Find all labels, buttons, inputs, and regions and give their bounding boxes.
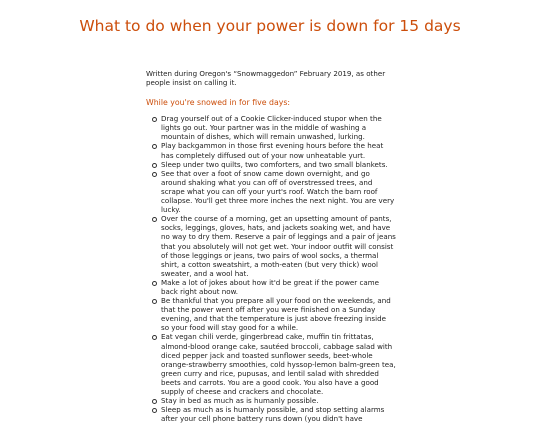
list-item: Sleep under two quilts, two comforters, and two small blankets. xyxy=(161,160,396,169)
article-body xyxy=(146,69,396,423)
section-heading: While you're snowed in for five days: xyxy=(146,98,291,108)
list-item: Eat vegan chili verde, gingerbread cake, muffin tin frittatas, almond-blood orange cake, sautéed broccoli, cabbage salad with diced pepper jack and toasted sunflower seeds, beet-whole orange-strawberry smoothies, cold hyssop-lemon balm-green tea, green curry and rice, pupusas, and lentil salad with shredded beets and carrots. You are a good cook. You also have a good supply of cheese and crackers and chocolate. xyxy=(161,332,396,396)
intro-paragraph: Written during Oregon's “Snowmaggedon” February 2019, as other people insist on calling it. xyxy=(146,69,386,88)
list-item: Drag yourself out of a Cookie Clicker-induced stupor when the lights go out. Your partner was in the middle of washing a mountain of dishes, which will remain unwashed, lurking. xyxy=(161,114,396,141)
list-item: Be thankful that you prepare all your food on the weekends, and that the power went off after you were finished on a Sunday evening, and that the temperature is just above freezing inside so your food will stay good for a while. xyxy=(161,296,396,332)
tips-list xyxy=(146,114,396,423)
list-item: Play backgammon in those first evening hours before the heat has completely diffused out of your now unheatable yurt. xyxy=(161,141,396,159)
list-item: Make a lot of jokes about how it'd be great if the power came back right about now. xyxy=(161,278,396,296)
page-title: What to do when your power is down for 15 days xyxy=(79,17,461,35)
list-item: Sleep as much as is humanly possible, and stop setting alarms after your cell phone battery runs down (you didn't have xyxy=(161,405,396,423)
list-item: See that over a foot of snow came down overnight, and go around shaking what you can off of overstressed trees, and scrape what you can off your yurt's roof. Watch the barn roof collapse. You'll get three more inches the next night. You are very lucky. xyxy=(161,168,395,215)
list-item: Stay in bed as much as is humanly possible. xyxy=(161,396,396,405)
list-item: Over the course of a morning, get an upsetting amount of pants, socks, leggings, gloves, hats, and jackets soaking wet, and have no way to dry them. Reserve a pair of leggings and a pair of jeans that you absolutely will not get wet. Your indoor outfit will consist of those leggings or jeans, two pairs of wool socks, a thermal shirt, a cotton sweatshirt, a moth-eaten (but very thick) wool sweater, and a wool hat. xyxy=(161,214,396,278)
